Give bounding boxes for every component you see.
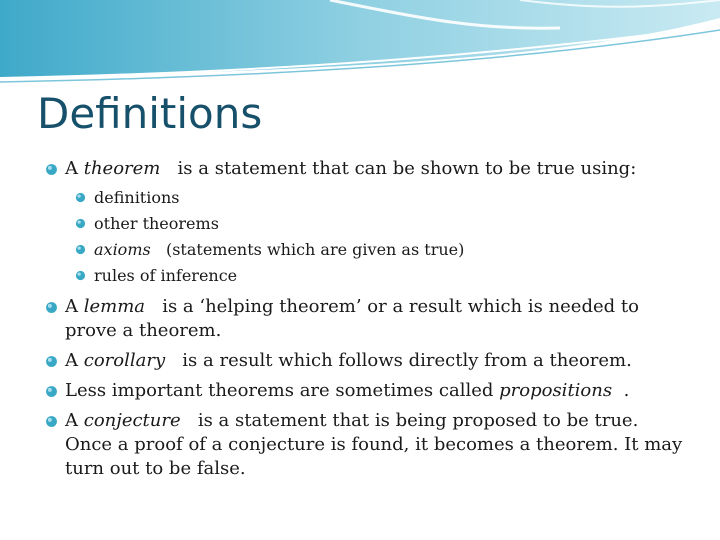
bullet-icon	[45, 415, 58, 428]
bullet-lemma	[45, 295, 685, 343]
lemma-term: lemma	[83, 296, 146, 317]
propositions-end: .	[623, 380, 630, 401]
theorem-sub-list	[75, 185, 685, 289]
bullet-list	[45, 157, 685, 481]
conjecture-text: is a statement that is being proposed to be true. Once a proof of a conjecture is found, it becomes a theorem. It may turn out to be false.	[65, 410, 683, 479]
sub-item-label: definitions	[94, 188, 180, 207]
theorem-term: theorem	[83, 158, 161, 179]
sub-item-label: other theorems	[94, 214, 219, 233]
bullet-icon	[75, 218, 86, 229]
bullet-propositions	[45, 379, 685, 403]
bullet-icon	[45, 355, 58, 368]
sub-item-axioms	[75, 237, 685, 263]
bullet-icon	[75, 192, 86, 203]
sub-item-rules-of-inference	[75, 263, 685, 289]
axioms-term: axioms	[94, 240, 151, 259]
theorem-text: is a statement that can be shown to be true using:	[177, 158, 637, 179]
sub-item-label: rules of inference	[94, 266, 238, 285]
bullet-theorem	[45, 157, 685, 181]
slide-title: Definitions	[37, 89, 263, 138]
bullet-icon	[45, 163, 58, 176]
sub-item-definitions	[75, 185, 685, 211]
lemma-text: is a ‘helping theorem’ or a result which is needed to prove a theorem.	[65, 296, 639, 341]
corollary-text: is a result which follows directly from a theorem.	[182, 350, 632, 371]
bullet-icon	[75, 270, 86, 281]
conjecture-prefix: A	[65, 410, 84, 431]
header-wave-decoration	[0, 0, 720, 90]
propositions-text: Less important theorems are sometimes called	[65, 380, 494, 401]
bullet-conjecture	[45, 409, 685, 481]
bullet-icon	[75, 244, 86, 255]
lemma-prefix: A	[65, 296, 84, 317]
theorem-prefix: A	[65, 158, 84, 179]
corollary-prefix: A	[65, 350, 84, 371]
propositions-term: propositions	[499, 380, 613, 401]
corollary-term: corollary	[83, 350, 166, 371]
axioms-text: (statements which are given as true)	[165, 240, 465, 259]
bullet-icon	[45, 301, 58, 314]
sub-item-other-theorems	[75, 211, 685, 237]
bullet-icon	[45, 385, 58, 398]
bullet-corollary	[45, 349, 685, 373]
conjecture-term: conjecture	[83, 410, 181, 431]
